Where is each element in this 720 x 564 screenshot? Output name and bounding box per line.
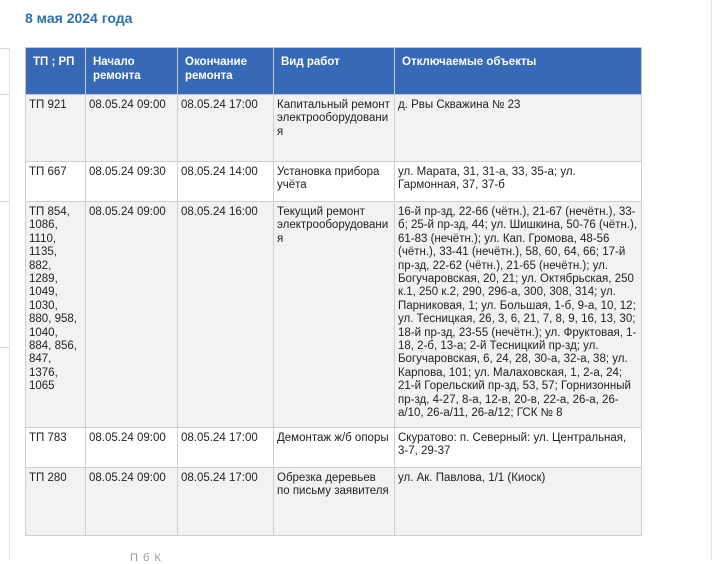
left-border-line	[9, 48, 10, 560]
table-row	[26, 428, 642, 468]
cell-tp: ТП 783	[26, 428, 86, 468]
left-tick	[0, 94, 9, 95]
cell-end: 08.05.24 17:00	[178, 468, 274, 536]
left-tick	[0, 347, 9, 348]
table-row	[26, 468, 642, 536]
cell-work: Установка прибора учёта	[274, 162, 395, 202]
header-objects: Отключаемые объекты	[395, 48, 642, 95]
date-heading: 8 мая 2024 года	[25, 10, 133, 26]
cell-start: 08.05.24 09:00	[86, 95, 178, 162]
cell-end: 08.05.24 16:00	[178, 202, 274, 428]
cell-objects: ул. Ак. Павлова, 1/1 (Киоск)	[395, 468, 642, 536]
cell-work: Капитальный ремонт электрооборудования	[274, 95, 395, 162]
header-work-type: Вид работ	[274, 48, 395, 95]
table-header-row	[26, 48, 642, 95]
cell-end: 08.05.24 14:00	[178, 162, 274, 202]
table-row	[26, 162, 642, 202]
cell-objects: д. Рвы Скважина № 23	[395, 95, 642, 162]
outage-table	[25, 47, 642, 536]
table-row	[26, 95, 642, 162]
left-tick	[0, 201, 9, 202]
cell-end: 08.05.24 17:00	[178, 428, 274, 468]
cell-objects: ул. Марата, 31, 31-а, 33, 35-а; ул. Гармонная, 37, 37-б	[395, 162, 642, 202]
cell-tp: ТП 280	[26, 468, 86, 536]
cell-start: 08.05.24 09:00	[86, 428, 178, 468]
cell-objects: 16-й пр-зд, 22-66 (чётн.), 21-67 (нечётн.), 33-б; 25-й пр-зд, 44; ул. Шишкина, 50-76 (чётн.), 61-83 (нечётн.); ул. Кап. Громова, 48-56 (чётн.), 33-41 (нечётн.), 58, 60, 64, 66; 17-й пр-зд, 22-62 (чётн.), 21-65 (нечётн.); ул. Богучаровская, 20, 21; ул. Октябрьская, 250 к.1, 250 к.2, 290, 296-а, 300, 308, 314; ул. Парниковая, 1; ул. Большая, 1-б, 9-а, 10, 12; ул. Тесницкая, 26, 3, 6, 21, 7, 8, 9, 16, 13, 30; 18-й пр-зд, 23-55 (нечётн.); ул. Фруктовая, 1-18, 2-б, 13-а; 2-й Тесницкий пр-зд; ул. Богучаровская, 6, 24, 28, 30-а, 32-а, 38; ул. Карпова, 101; ул. Малаховская, 1, 2-а, 24; 21-й Горельский пр-зд, 53, 57; Горнизонный пр-зд, 4-27, 8-а, 12-в, 20-в, 22-а, 26-а, 26-а/10, 26-а/11, 26-а/12; ГСК № 8	[395, 202, 642, 428]
right-border-line	[711, 0, 712, 560]
cell-tp: ТП 921	[26, 95, 86, 162]
cell-tp: ТП 667	[26, 162, 86, 202]
cell-end: 08.05.24 17:00	[178, 95, 274, 162]
cell-work: Демонтаж ж/б опоры	[274, 428, 395, 468]
header-end: Окончание ремонта	[178, 48, 274, 95]
table-row	[26, 202, 642, 428]
footer-fragment: П б К	[130, 552, 162, 564]
cell-work: Текущий ремонт электрооборудования	[274, 202, 395, 428]
cell-objects: Скуратово: п. Северный: ул. Центральная, 3-7, 29-37	[395, 428, 642, 468]
cell-start: 08.05.24 09:00	[86, 202, 178, 428]
cell-work: Обрезка деревьев по письму заявителя	[274, 468, 395, 536]
header-tp: ТП ; РП	[26, 48, 86, 95]
left-tick	[0, 48, 9, 49]
cell-start: 08.05.24 09:30	[86, 162, 178, 202]
cell-tp: ТП 854, 1086, 1110, 1135, 882, 1289, 1049, 1030, 880, 958, 1040, 884, 856, 847, 1376, 1065	[26, 202, 86, 428]
cell-start: 08.05.24 09:00	[86, 468, 178, 536]
header-start: Начало ремонта	[86, 48, 178, 95]
